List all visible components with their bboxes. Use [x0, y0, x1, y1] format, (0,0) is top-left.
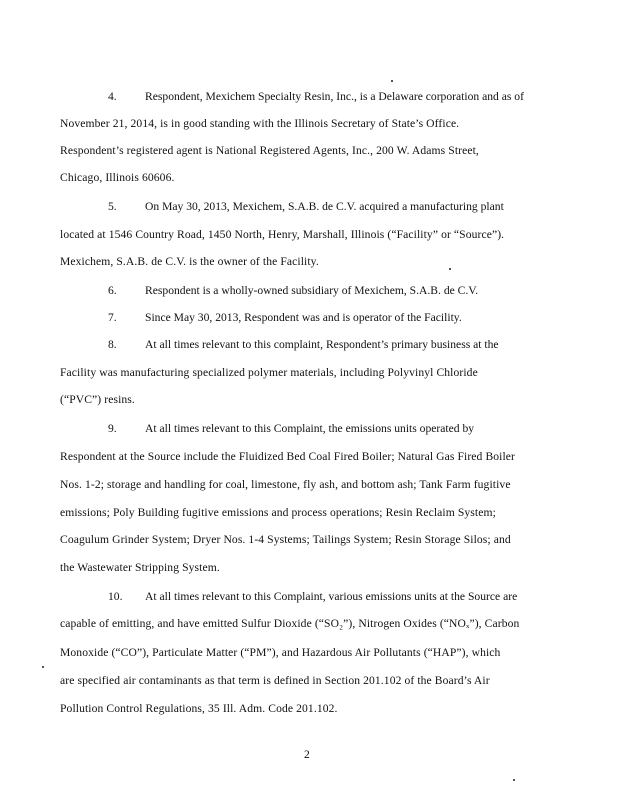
scan-speck — [449, 268, 451, 270]
paragraph-9-line-6: the Wastewater Stripping System. — [60, 561, 220, 574]
paragraph-5-line-1: On May 30, 2013, Mexichem, S.A.B. de C.V. acquired a manufacturing plant — [145, 200, 504, 213]
paragraph-4-line-3: Respondent’s registered agent is National Registered Agents, Inc., 200 W. Adams Street, — [60, 144, 479, 157]
paragraph-5-line-2: located at 1546 Country Road, 1450 North, Henry, Marshall, Illinois (“Facility” or “Source”). — [60, 228, 505, 241]
paragraph-10-line-3: Monoxide (“CO”), Particulate Matter (“PM”), and Hazardous Air Pollutants (“HAP”), which — [60, 646, 501, 659]
paragraph-8-number: 8. — [108, 338, 117, 351]
paragraph-10-line-1: At all times relevant to this Complaint, various emissions units at the Source are — [145, 590, 518, 603]
paragraph-7-number: 7. — [108, 311, 117, 324]
scan-speck — [391, 80, 393, 82]
paragraph-7-line-1: Since May 30, 2013, Respondent was and is operator of the Facility. — [145, 311, 462, 324]
paragraph-5-line-3: Mexichem, S.A.B. de C.V. is the owner of the Facility. — [60, 255, 319, 268]
paragraph-9-line-2: Respondent at the Source include the Fluidized Bed Coal Fired Boiler; Natural Gas Fired Boiler — [60, 450, 516, 463]
paragraph-4-number: 4. — [108, 90, 117, 103]
paragraph-4-line-4: Chicago, Illinois 60606. — [60, 171, 175, 184]
paragraph-9-line-4: emissions; Poly Building fugitive emissions and process operations; Resin Reclaim System; — [60, 506, 496, 519]
paragraph-9-line-1: At all times relevant to this Complaint, the emissions units operated by — [145, 422, 475, 435]
paragraph-8-line-3: (“PVC”) resins. — [60, 393, 135, 406]
paragraph-10-line-2: capable of emitting, and have emitted Sulfur Dioxide (“SO₂”), Nitrogen Oxides (“NOₓ”), Carbon — [60, 617, 520, 630]
paragraph-4-line-1: Respondent, Mexichem Specialty Resin, Inc., is a Delaware corporation and as of — [145, 90, 524, 103]
paragraph-9-line-3: Nos. 1-2; storage and handling for coal, limestone, fly ash, and bottom ash; Tank Farm fugitive — [60, 478, 511, 491]
paragraph-10-line-4: are specified air contaminants as that term is defined in Section 201.102 of the Board’s Air — [60, 674, 490, 687]
paragraph-10-number: 10. — [108, 590, 123, 603]
paragraph-9-number: 9. — [108, 422, 117, 435]
page-number: 2 — [304, 748, 310, 761]
scan-speck — [42, 666, 44, 668]
paragraph-4-line-2: November 21, 2014, is in good standing with the Illinois Secretary of State’s Office. — [60, 117, 460, 130]
paragraph-6-line-1: Respondent is a wholly-owned subsidiary of Mexichem, S.A.B. de C.V. — [145, 284, 479, 297]
paragraph-8-line-2: Facility was manufacturing specialized polymer materials, including Polyvinyl Chloride — [60, 366, 478, 379]
paragraph-10-line-5: Pollution Control Regulations, 35 Ill. Adm. Code 201.102. — [60, 702, 338, 715]
paragraph-9-line-5: Coagulum Grinder System; Dryer Nos. 1-4 Systems; Tailings System; Resin Storage Silos; and — [60, 533, 511, 546]
paragraph-6-number: 6. — [108, 284, 117, 297]
paragraph-5-number: 5. — [108, 200, 117, 213]
scan-speck — [513, 779, 515, 781]
paragraph-8-line-1: At all times relevant to this complaint, Respondent’s primary business at the — [145, 338, 499, 351]
